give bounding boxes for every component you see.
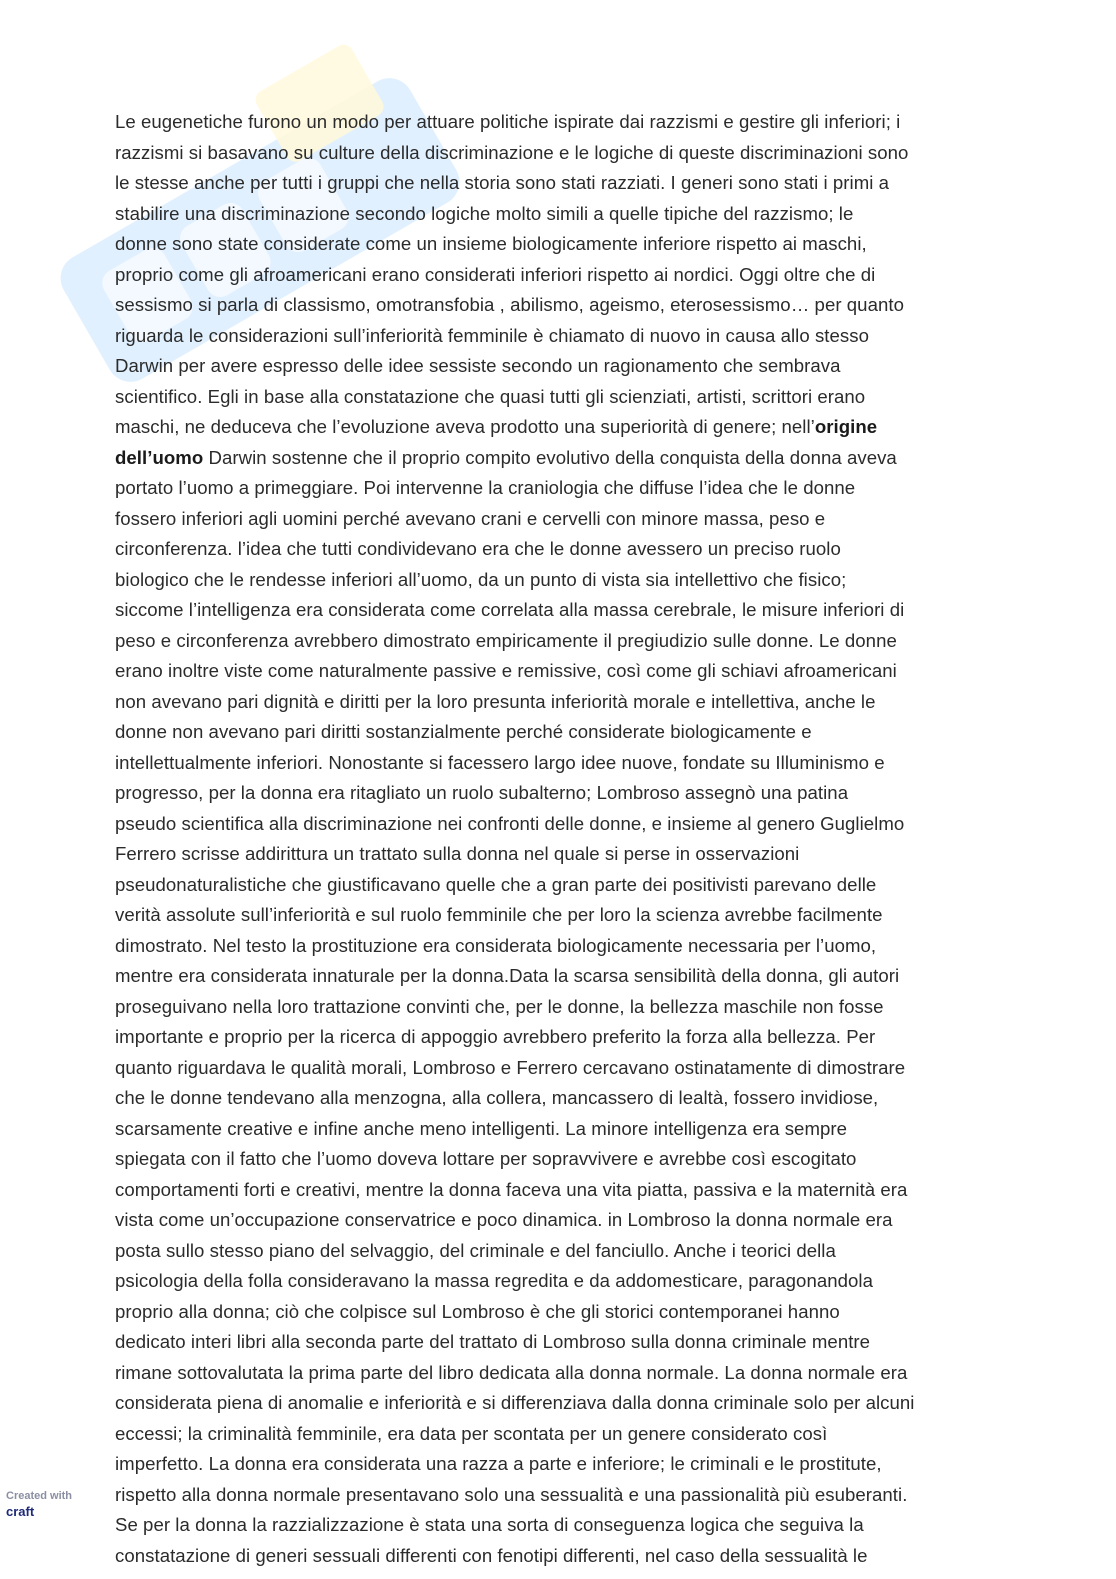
text-line: vista come un’occupazione conservatrice e poco dinamica. in Lombroso la donna normale era [115, 1209, 893, 1230]
text-line: rimane sottovalutata la prima parte del libro dedicata alla donna normale. La donna normale era [115, 1361, 908, 1383]
text-line: razzismi si basavano su culture della discriminazione e le logiche di queste discriminazioni sono [115, 141, 909, 163]
text-line: eccessi; la criminalità femminile, era data per scontata per un genere considerato così [115, 1422, 828, 1444]
text-line: proprio alla donna; ciò che colpisce sul Lombroso è che gli storici contemporanei hanno [115, 1300, 840, 1322]
text-line: peso e circonferenza avrebbero dimostrato empiricamente il pregiudizio sulle donne. Le donne [115, 629, 897, 651]
text-line: siccome l’intelligenza era considerata come correlata alla massa cerebrale, le misure inferiori di [115, 599, 905, 620]
text-line: portato l’uomo a primeggiare. Poi intervenne la craniologia che diffuse l’idea che le donne [115, 477, 856, 498]
text-line: constatazione di generi sessuali differenti con fenotipi differenti, nel caso della sessualità le [115, 1544, 868, 1566]
text-line: biologico che le rendesse inferiori all’uomo, da un punto di vista sia intellettivo che fisico; [115, 568, 847, 590]
bold-title-text: origine [814, 416, 878, 437]
text-line: donne sono state considerate come un insieme biologicamente inferiore rispetto ai maschi, [115, 233, 867, 254]
text-line: scarsamente creative e infine anche meno intelligenti. La minore intelligenza era sempre [115, 1117, 848, 1139]
text-line: le stesse anche per tutti i gruppi che nella storia sono stati razziati. I generi sono stati i primi a [115, 172, 890, 193]
text-line: Darwin per avere espresso delle idee sessiste secondo un ragionamento che sembrava [115, 355, 841, 376]
text-line: quanto riguardava le qualità morali, Lombroso e Ferrero cercavano ostinatamente di dimostrare [115, 1056, 906, 1078]
text-line: rispetto alla donna normale presentavano solo una sessualità e una passionalità più esuberanti. [115, 1483, 908, 1505]
text-line: posta sullo stesso piano del selvaggio, del criminale e del fanciullo. Anche i teorici della [115, 1239, 836, 1261]
text-line: donne non avevano pari diritti sostanzialmente perché considerate biologicamente e [115, 721, 812, 742]
text-line: circonferenza. l’idea che tutti condividevano era che le donne avessero un preciso ruolo [115, 538, 841, 559]
text-line: riguarda le considerazioni sull’inferiorità femminile è chiamato di nuovo in causa allo stesso [115, 324, 869, 346]
text-line: mentre era considerata innaturale per la donna.Data la scarsa sensibilità della donna, gli autori [115, 965, 900, 986]
text-line: Ferrero scrisse addirittura un trattato sulla donna nel quale si perse in osservazioni [115, 843, 800, 864]
text-line: comportamenti forti e creativi, mentre la donna faceva una vita piatta, passiva e la maternità era [115, 1178, 908, 1200]
text-line: che le donne tendevano alla menzogna, alla collera, mancassero di lealtà, fossero invidiose, [115, 1087, 879, 1108]
text-line: spiegata con il fatto che l’uomo doveva lottare per sopravvivere e avrebbe così escogitato [115, 1148, 857, 1169]
text-line: importante e proprio per la ricerca di appoggio avrebbero preferito la forza alla bellezza. Per [115, 1026, 876, 1047]
text-line [115, 443, 1015, 474]
text-line: imperfetto. La donna era considerata una razza a parte e inferiore; le criminali e le prostitute, [115, 1453, 882, 1474]
text-line: proseguivano nella loro trattazione convinti che, per le donne, la bellezza maschile non fosse [115, 995, 884, 1017]
text-segment: maschi, ne deduceva che l’evoluzione aveva prodotto una superiorità di genere; nell’ [115, 416, 815, 437]
text-line [115, 412, 1015, 443]
text-line: intellettualmente inferiori. Nonostante si facessero largo idee nuove, fondate su Illuminismo e [115, 751, 885, 773]
text-line: sessismo si parla di classismo, omotransfobia , abilismo, ageismo, eterosessismo… per quanto [115, 294, 904, 315]
document-body [115, 107, 1015, 1571]
text-line: erano inoltre viste come naturalmente passive e remissive, così come gli schiavi afroamericani [115, 660, 897, 681]
text-line: verità assolute sull’inferiorità e sul ruolo femminile che per loro la scienza avrebbe facilmente [115, 904, 883, 925]
text-line: non avevano pari dignità e diritti per la loro presunta inferiorità morale e intellettiva, anche le [115, 690, 876, 712]
text-line: fossero inferiori agli uomini perché avevano crani e cervelli con minore massa, peso e [115, 507, 826, 529]
text-line: scientifico. Egli in base alla constatazione che quasi tutti gli scienziati, artisti, scrittori erano [115, 385, 866, 407]
text-line: proprio come gli afroamericani erano considerati inferiori rispetto ai nordici. Oggi oltre che di [115, 263, 876, 285]
text-line: considerata piena di anomalie e inferiorità e si differenziava dalla donna criminale solo per alcuni [115, 1392, 915, 1413]
text-line: progresso, per la donna era ritagliato un ruolo subalterno; Lombroso assegnò una patina [115, 782, 849, 803]
craft-logo: craft [6, 1504, 35, 1519]
text-line: dedicato interi libri alla seconda parte del trattato di Lombroso sulla donna criminale mentre [115, 1331, 871, 1352]
text-line: pseudo scientifica alla discriminazione nei confronti delle donne, e insieme al genero Guglielmo [115, 812, 905, 834]
text-segment: Darwin sostenne che il proprio compito evolutivo della conquista della donna aveva [203, 446, 897, 468]
text-line: pseudonaturalistiche che giustificavano quelle che a gran parte dei positivisti parevano delle [115, 873, 877, 895]
bold-title-text: dell’uomo [115, 446, 204, 468]
text-line: stabilire una discriminazione secondo logiche molto simili a quelle tipiche del razzismo; le [115, 202, 854, 224]
text-line: dimostrato. Nel testo la prostituzione era considerata biologicamente necessaria per l’uomo, [115, 934, 877, 956]
created-with-label: Created with [6, 1490, 73, 1502]
text-line: psicologia della folla consideravano la massa regredita e da addomesticare, paragonandola [115, 1270, 873, 1291]
text-line: Le eugenetiche furono un modo per attuare politiche ispirate dai razzismi e gestire gli inferiori; i [115, 111, 901, 132]
text-line: Se per la donna la razzializzazione è stata una sorta di conseguenza logica che seguiva la [115, 1514, 864, 1535]
craft-footer [6, 1490, 106, 1519]
